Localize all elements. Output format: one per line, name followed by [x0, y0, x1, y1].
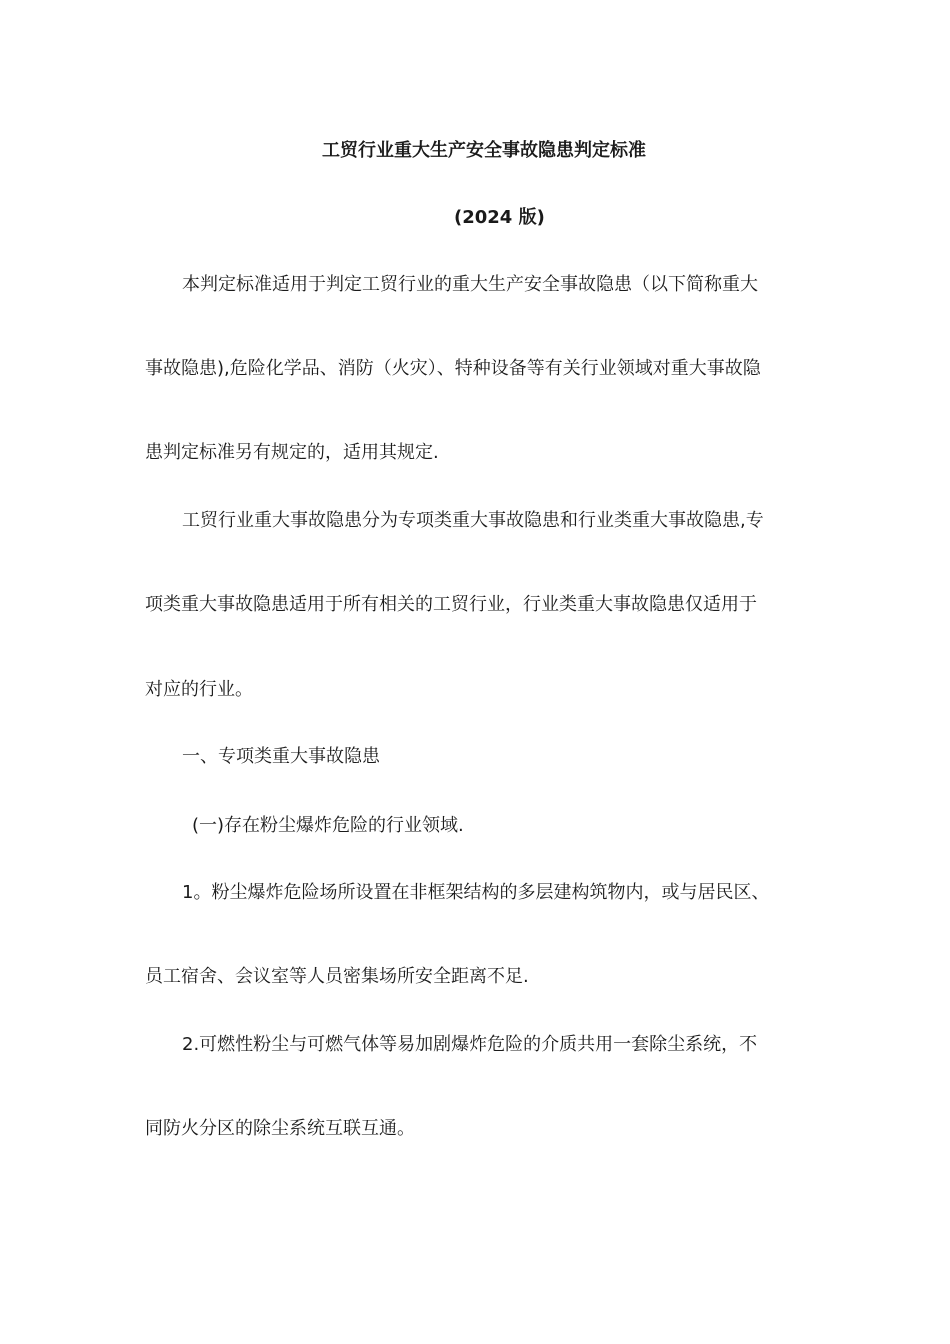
- document-title: 工贸行业重大生产安全事故隐患判定标准: [322, 140, 646, 161]
- paragraph-line: 员工宿舍、会议室等人员密集场所安全距离不足.: [145, 966, 529, 987]
- paragraph-line: 工贸行业重大事故隐患分为专项类重大事故隐患和行业类重大事故隐患,专: [182, 510, 764, 531]
- paragraph-line: 项类重大事故隐患适用于所有相关的工贸行业，行业类重大事故隐患仅适用于: [145, 594, 757, 615]
- paragraph-line: 对应的行业。: [145, 679, 253, 700]
- paragraph-line: 2.可燃性粉尘与可燃气体等易加剧爆炸危险的介质共用一套除尘系统，不: [182, 1034, 758, 1055]
- paragraph-line: 同防火分区的除尘系统互联互通。: [145, 1118, 415, 1139]
- section-heading: 一、专项类重大事故隐患: [182, 746, 380, 767]
- paragraph-line: 1。粉尘爆炸危险场所设置在非框架结构的多层建构筑物内，或与居民区、: [182, 882, 770, 903]
- subsection-heading: (一)存在粉尘爆炸危险的行业领域.: [192, 815, 464, 836]
- paragraph-line: 患判定标准另有规定的，适用其规定.: [145, 442, 439, 463]
- paragraph-line: 事故隐患),危险化学品、消防（火灾）、特种设备等有关行业领域对重大事故隐: [145, 358, 761, 379]
- document-subtitle: (2024 版): [454, 207, 545, 228]
- paragraph-line: 本判定标准适用于判定工贸行业的重大生产安全事故隐患（以下简称重大: [182, 274, 758, 295]
